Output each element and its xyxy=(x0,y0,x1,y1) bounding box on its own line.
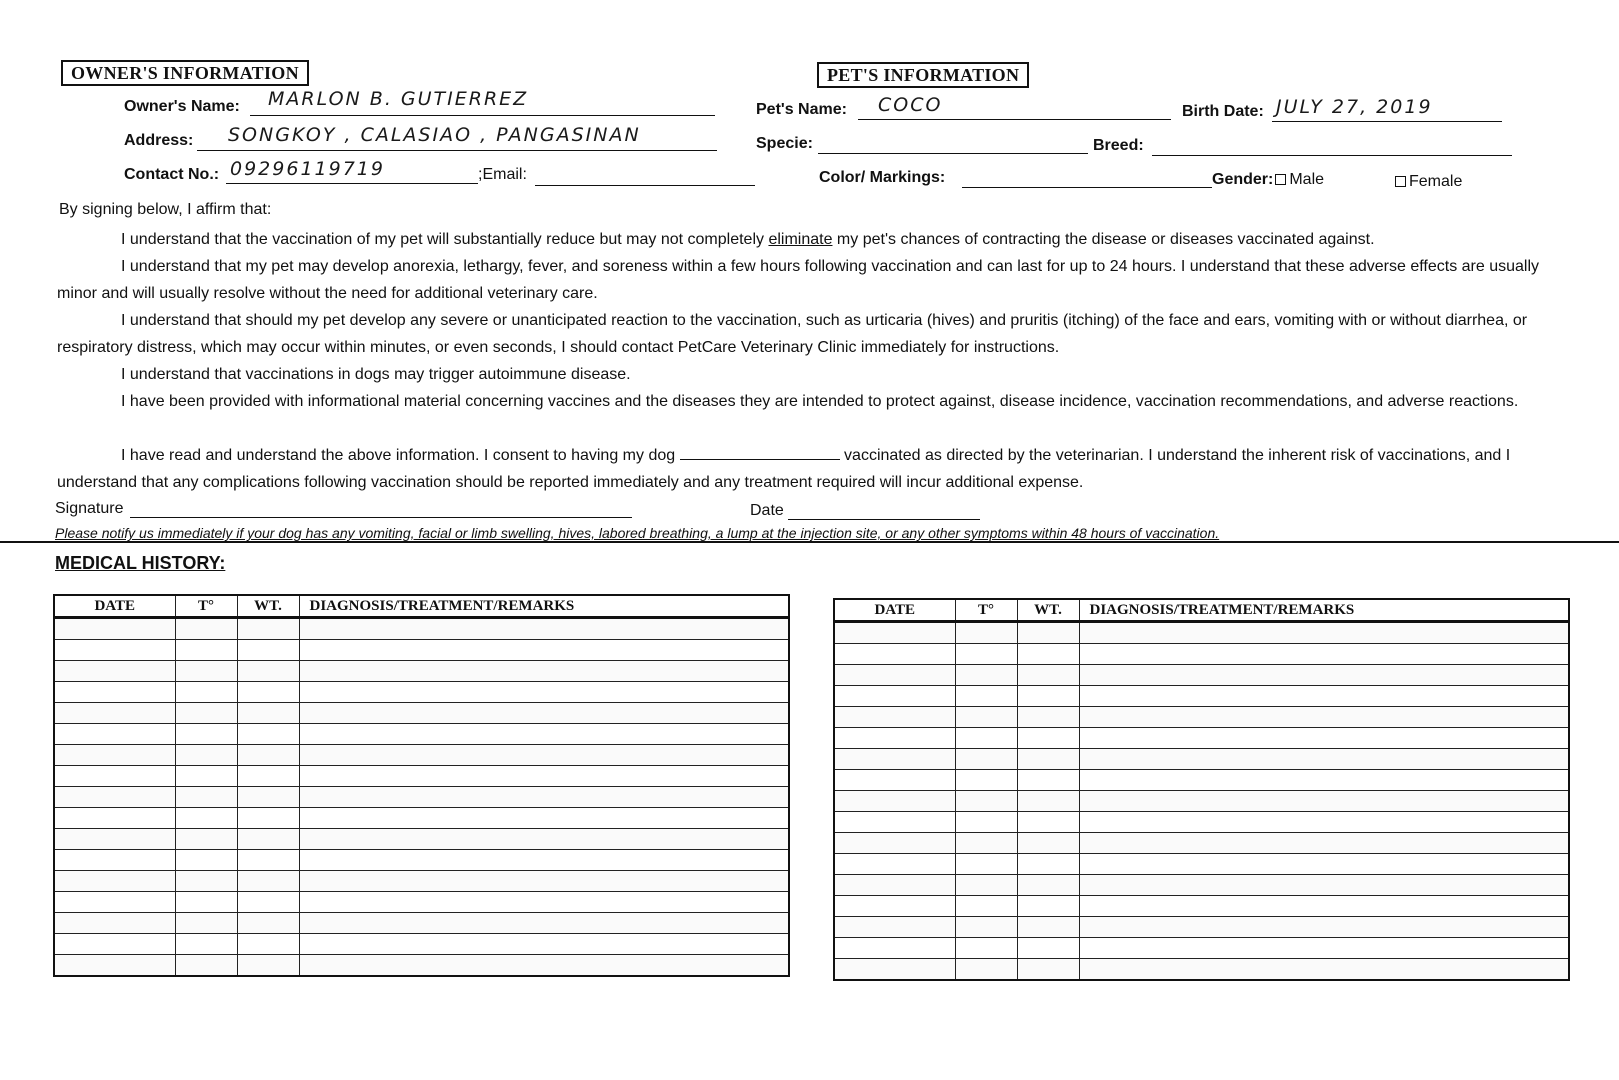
consent-intro: By signing below, I affirm that: xyxy=(59,201,272,218)
diagnosis-cell[interactable] xyxy=(1079,896,1569,917)
diagnosis-cell[interactable] xyxy=(1079,812,1569,833)
consent-paragraph-5 xyxy=(57,388,1562,415)
temperature-cell[interactable] xyxy=(175,724,237,745)
weight-cell[interactable] xyxy=(237,745,299,766)
date-cell[interactable] xyxy=(54,682,175,703)
address-field[interactable] xyxy=(197,150,717,151)
temperature-cell[interactable] xyxy=(955,917,1017,938)
temperature-cell[interactable] xyxy=(175,787,237,808)
temperature-cell[interactable] xyxy=(175,850,237,871)
weight-cell[interactable] xyxy=(1017,665,1079,686)
date-cell[interactable] xyxy=(54,934,175,955)
table-row xyxy=(54,618,789,640)
contact-value: 09296119719 xyxy=(230,158,385,180)
table-row xyxy=(54,850,789,871)
temperature-cell[interactable] xyxy=(955,770,1017,791)
weight-cell[interactable] xyxy=(1017,938,1079,959)
diagnosis-cell[interactable] xyxy=(1079,959,1569,981)
temperature-cell[interactable] xyxy=(175,682,237,703)
consent-p1-b: my pet's chances of contracting the disease or diseases vaccinated against. xyxy=(832,231,1375,248)
date-cell[interactable] xyxy=(834,770,955,791)
date-cell[interactable] xyxy=(834,728,955,749)
weight-cell[interactable] xyxy=(1017,770,1079,791)
color-markings-field[interactable] xyxy=(962,187,1212,188)
table-row xyxy=(834,644,1569,665)
date-cell[interactable] xyxy=(54,640,175,661)
contact-field[interactable] xyxy=(226,183,478,184)
weight-cell[interactable] xyxy=(1017,707,1079,728)
table-row xyxy=(834,896,1569,917)
temperature-cell[interactable] xyxy=(955,854,1017,875)
gender-female-label: Female xyxy=(1409,173,1463,190)
date-cell[interactable] xyxy=(834,896,955,917)
table-row xyxy=(54,934,789,955)
date-cell[interactable] xyxy=(54,871,175,892)
date-cell[interactable] xyxy=(834,917,955,938)
weight-cell[interactable] xyxy=(1017,791,1079,812)
diagnosis-cell[interactable] xyxy=(1079,665,1569,686)
consent-paragraph-3 xyxy=(57,307,1562,361)
table-row xyxy=(834,854,1569,875)
diagnosis-cell[interactable] xyxy=(299,787,789,808)
table-row xyxy=(54,766,789,787)
gender-female-option xyxy=(1393,173,1462,191)
weight-cell[interactable] xyxy=(1017,854,1079,875)
temperature-cell[interactable] xyxy=(955,959,1017,981)
weight-cell[interactable] xyxy=(237,913,299,934)
diagnosis-cell[interactable] xyxy=(299,808,789,829)
owner-info-heading: OWNER'S INFORMATION xyxy=(61,60,309,86)
date-cell[interactable] xyxy=(834,959,955,981)
table-row xyxy=(834,770,1569,791)
pet-name-value: COCO xyxy=(878,94,943,116)
diagnosis-cell[interactable] xyxy=(299,871,789,892)
temperature-cell[interactable] xyxy=(955,707,1017,728)
table-row xyxy=(834,875,1569,896)
weight-cell[interactable] xyxy=(237,934,299,955)
weight-cell[interactable] xyxy=(237,661,299,682)
table-row xyxy=(834,791,1569,812)
diagnosis-cell[interactable] xyxy=(299,640,789,661)
temperature-cell[interactable] xyxy=(955,644,1017,665)
temperature-cell[interactable] xyxy=(175,661,237,682)
diagnosis-cell[interactable] xyxy=(299,682,789,703)
temperature-cell[interactable] xyxy=(175,618,237,640)
diagnosis-cell[interactable] xyxy=(299,850,789,871)
weight-cell[interactable] xyxy=(237,829,299,850)
temperature-cell[interactable] xyxy=(175,892,237,913)
table-row xyxy=(54,787,789,808)
date-cell[interactable] xyxy=(54,766,175,787)
weight-cell[interactable] xyxy=(237,808,299,829)
signature-field[interactable] xyxy=(130,517,632,518)
temperature-cell[interactable] xyxy=(175,934,237,955)
gender-female-checkbox[interactable] xyxy=(1395,176,1406,187)
birth-date-field[interactable] xyxy=(1272,121,1502,122)
date-cell[interactable] xyxy=(54,745,175,766)
weight-cell[interactable] xyxy=(237,766,299,787)
signature-label: Signature xyxy=(55,500,124,517)
table-row xyxy=(834,938,1569,959)
consent-p1-underlined: eliminate xyxy=(768,231,833,248)
diagnosis-cell[interactable] xyxy=(299,913,789,934)
weight-cell[interactable] xyxy=(1017,917,1079,938)
gender-male-label: Male xyxy=(1289,171,1325,188)
diagnosis-cell[interactable] xyxy=(1079,938,1569,959)
dog-name-blank[interactable] xyxy=(680,445,840,460)
address-label: Address: xyxy=(124,132,194,149)
date-field[interactable] xyxy=(788,519,980,520)
owner-name-label: Owner's Name: xyxy=(124,98,240,115)
diagnosis-cell[interactable] xyxy=(1079,749,1569,770)
consent-p6-b: vaccinated as directed by the veterinarian. I understand the inherent risk of vaccinations, and I understand that any complications following vaccination should be reported immediately and any treatment required will incur additional expense. xyxy=(57,447,1511,491)
table-row xyxy=(834,686,1569,707)
table-row xyxy=(834,959,1569,981)
temperature-cell[interactable] xyxy=(175,766,237,787)
temperature-cell[interactable] xyxy=(955,833,1017,854)
temperature-cell[interactable] xyxy=(955,622,1017,644)
table-row xyxy=(54,745,789,766)
weight-cell[interactable] xyxy=(237,703,299,724)
table-row xyxy=(54,892,789,913)
date-cell[interactable] xyxy=(834,665,955,686)
date-cell[interactable] xyxy=(54,829,175,850)
table-row xyxy=(834,665,1569,686)
weight-cell[interactable] xyxy=(237,955,299,977)
table-row xyxy=(834,622,1569,644)
col-temperature: T° xyxy=(955,599,1017,622)
date-cell[interactable] xyxy=(834,644,955,665)
consent-p1-a: I understand that the vaccination of my pet will substantially reduce but may not completely xyxy=(121,231,769,248)
table-row xyxy=(54,724,789,745)
diagnosis-cell[interactable] xyxy=(1079,728,1569,749)
date-cell[interactable] xyxy=(54,913,175,934)
pet-name-field[interactable] xyxy=(858,119,1171,120)
date-cell[interactable] xyxy=(54,618,175,640)
color-markings-label: Color/ Markings: xyxy=(819,169,946,186)
diagnosis-cell[interactable] xyxy=(1079,644,1569,665)
date-cell[interactable] xyxy=(54,892,175,913)
pet-name-label: Pet's Name: xyxy=(756,101,847,118)
table-row xyxy=(54,955,789,977)
diagnosis-cell[interactable] xyxy=(299,745,789,766)
temperature-cell[interactable] xyxy=(175,871,237,892)
col-diagnosis: DIAGNOSIS/TREATMENT/REMARKS xyxy=(1079,599,1569,622)
temperature-cell[interactable] xyxy=(955,686,1017,707)
diagnosis-cell[interactable] xyxy=(1079,833,1569,854)
temperature-cell[interactable] xyxy=(955,665,1017,686)
owner-name-value: MARLON B. GUTIERREZ xyxy=(268,88,529,110)
table-row xyxy=(54,640,789,661)
consent-p5-text: I have been provided with informational material concerning vaccines and the diseases they are intended to protect against, disease incidence, vaccination recommendations, and adverse reactions. xyxy=(121,393,1519,410)
weight-cell[interactable] xyxy=(1017,749,1079,770)
diagnosis-cell[interactable] xyxy=(1079,686,1569,707)
temperature-cell[interactable] xyxy=(175,829,237,850)
col-weight: WT. xyxy=(237,595,299,618)
pet-info-heading: PET'S INFORMATION xyxy=(817,62,1029,88)
section-divider xyxy=(0,541,1619,543)
diagnosis-cell[interactable] xyxy=(1079,791,1569,812)
temperature-cell[interactable] xyxy=(955,728,1017,749)
weight-cell[interactable] xyxy=(1017,896,1079,917)
specie-label: Specie: xyxy=(756,135,813,152)
temperature-cell[interactable] xyxy=(955,938,1017,959)
date-label: Date xyxy=(750,502,784,519)
weight-cell[interactable] xyxy=(1017,812,1079,833)
col-diagnosis: DIAGNOSIS/TREATMENT/REMARKS xyxy=(299,595,789,618)
date-cell[interactable] xyxy=(834,833,955,854)
diagnosis-cell[interactable] xyxy=(299,703,789,724)
table-row xyxy=(834,917,1569,938)
breed-label: Breed: xyxy=(1093,137,1144,154)
table-row xyxy=(54,829,789,850)
table-row xyxy=(834,749,1569,770)
date-cell[interactable] xyxy=(834,707,955,728)
date-cell[interactable] xyxy=(834,938,955,959)
date-cell[interactable] xyxy=(834,812,955,833)
diagnosis-cell[interactable] xyxy=(299,934,789,955)
col-weight: WT. xyxy=(1017,599,1079,622)
temperature-cell[interactable] xyxy=(175,745,237,766)
date-cell[interactable] xyxy=(54,787,175,808)
table-row xyxy=(54,682,789,703)
temperature-cell[interactable] xyxy=(175,913,237,934)
date-cell[interactable] xyxy=(54,661,175,682)
diagnosis-cell[interactable] xyxy=(1079,854,1569,875)
diagnosis-cell[interactable] xyxy=(299,766,789,787)
temperature-cell[interactable] xyxy=(175,640,237,661)
weight-cell[interactable] xyxy=(1017,959,1079,981)
weight-cell[interactable] xyxy=(237,618,299,640)
weight-cell[interactable] xyxy=(237,724,299,745)
birth-date-value: JULY 27, 2019 xyxy=(1276,96,1433,118)
weight-cell[interactable] xyxy=(1017,644,1079,665)
date-cell[interactable] xyxy=(834,749,955,770)
weight-cell[interactable] xyxy=(237,871,299,892)
weight-cell[interactable] xyxy=(1017,686,1079,707)
diagnosis-cell[interactable] xyxy=(299,661,789,682)
temperature-cell[interactable] xyxy=(955,896,1017,917)
breed-field[interactable] xyxy=(1152,155,1512,156)
table-row xyxy=(54,913,789,934)
temperature-cell[interactable] xyxy=(175,808,237,829)
consent-paragraph-1 xyxy=(57,226,1562,253)
gender-label-text: Gender: xyxy=(1212,171,1274,188)
weight-cell[interactable] xyxy=(237,787,299,808)
diagnosis-cell[interactable] xyxy=(1079,622,1569,644)
temperature-cell[interactable] xyxy=(175,703,237,724)
weight-cell[interactable] xyxy=(237,892,299,913)
date-cell[interactable] xyxy=(54,703,175,724)
date-cell[interactable] xyxy=(54,850,175,871)
weight-cell[interactable] xyxy=(1017,622,1079,644)
date-cell[interactable] xyxy=(834,791,955,812)
weight-cell[interactable] xyxy=(237,640,299,661)
table-row xyxy=(54,871,789,892)
diagnosis-cell[interactable] xyxy=(299,892,789,913)
address-value: SONGKOY , CALASIAO , PANGASINAN xyxy=(228,124,641,146)
medical-history-title: MEDICAL HISTORY: xyxy=(55,553,226,573)
vaccination-notice: Please notify us immediately if your dog has any vomiting, facial or limb swelling, hives, labored breathing, a lump at the injection site, or any other symptoms within 48 hours of vaccination. xyxy=(55,525,1220,541)
date-cell[interactable] xyxy=(834,622,955,644)
table-row xyxy=(834,812,1569,833)
col-date: DATE xyxy=(54,595,175,618)
consent-paragraph-2 xyxy=(57,253,1562,307)
date-cell[interactable] xyxy=(834,854,955,875)
diagnosis-cell[interactable] xyxy=(1079,707,1569,728)
date-cell[interactable] xyxy=(54,808,175,829)
table-row xyxy=(834,707,1569,728)
diagnosis-cell[interactable] xyxy=(299,724,789,745)
diagnosis-cell[interactable] xyxy=(1079,917,1569,938)
gender-male-checkbox[interactable] xyxy=(1275,174,1286,185)
table-row xyxy=(834,833,1569,854)
diagnosis-cell[interactable] xyxy=(299,618,789,640)
weight-cell[interactable] xyxy=(237,850,299,871)
temperature-cell[interactable] xyxy=(955,875,1017,896)
medical-history-table-left xyxy=(53,594,790,977)
weight-cell[interactable] xyxy=(1017,875,1079,896)
medical-history-table-right xyxy=(833,598,1570,981)
col-temperature: T° xyxy=(175,595,237,618)
col-date: DATE xyxy=(834,599,955,622)
consent-p6-a: I have read and understand the above information. I consent to having my dog xyxy=(121,447,680,464)
weight-cell[interactable] xyxy=(1017,833,1079,854)
table-row xyxy=(54,703,789,724)
email-field[interactable] xyxy=(535,185,755,186)
owner-name-field[interactable] xyxy=(250,115,715,116)
diagnosis-cell[interactable] xyxy=(1079,770,1569,791)
date-cell[interactable] xyxy=(54,955,175,977)
weight-cell[interactable] xyxy=(237,682,299,703)
date-cell[interactable] xyxy=(834,686,955,707)
diagnosis-cell[interactable] xyxy=(299,955,789,977)
birth-date-label: Birth Date: xyxy=(1182,103,1264,120)
table-row xyxy=(834,728,1569,749)
date-cell[interactable] xyxy=(834,875,955,896)
diagnosis-cell[interactable] xyxy=(1079,875,1569,896)
table-row xyxy=(54,661,789,682)
table-row xyxy=(54,808,789,829)
temperature-cell[interactable] xyxy=(955,812,1017,833)
gender-label xyxy=(1212,171,1324,189)
consent-paragraph-4 xyxy=(57,361,1562,388)
date-cell[interactable] xyxy=(54,724,175,745)
contact-label: Contact No.: xyxy=(124,166,220,183)
weight-cell[interactable] xyxy=(1017,728,1079,749)
consent-paragraph-6 xyxy=(57,442,1562,496)
temperature-cell[interactable] xyxy=(955,791,1017,812)
specie-field[interactable] xyxy=(818,153,1088,154)
temperature-cell[interactable] xyxy=(175,955,237,977)
consent-p3-text: I understand that should my pet develop any severe or unanticipated reaction to the vaccination, such as urticaria (hives) and pruritis (itching) of the face and ears, vomiting with or without diarrhea, or respiratory distress, which may occur within minutes, or even seconds, I should contact PetCare Veterinary Clinic immediately for instructions. xyxy=(57,312,1528,356)
consent-p2-text: I understand that my pet may develop anorexia, lethargy, fever, and soreness within a few hours following vaccination and can last for up to 24 hours. I understand that these adverse effects are usually minor and will usually resolve without the need for additional veterinary care. xyxy=(57,258,1540,302)
email-label: ;Email: xyxy=(478,166,527,183)
consent-p4-text: I understand that vaccinations in dogs may trigger autoimmune disease. xyxy=(121,366,631,383)
temperature-cell[interactable] xyxy=(955,749,1017,770)
diagnosis-cell[interactable] xyxy=(299,829,789,850)
